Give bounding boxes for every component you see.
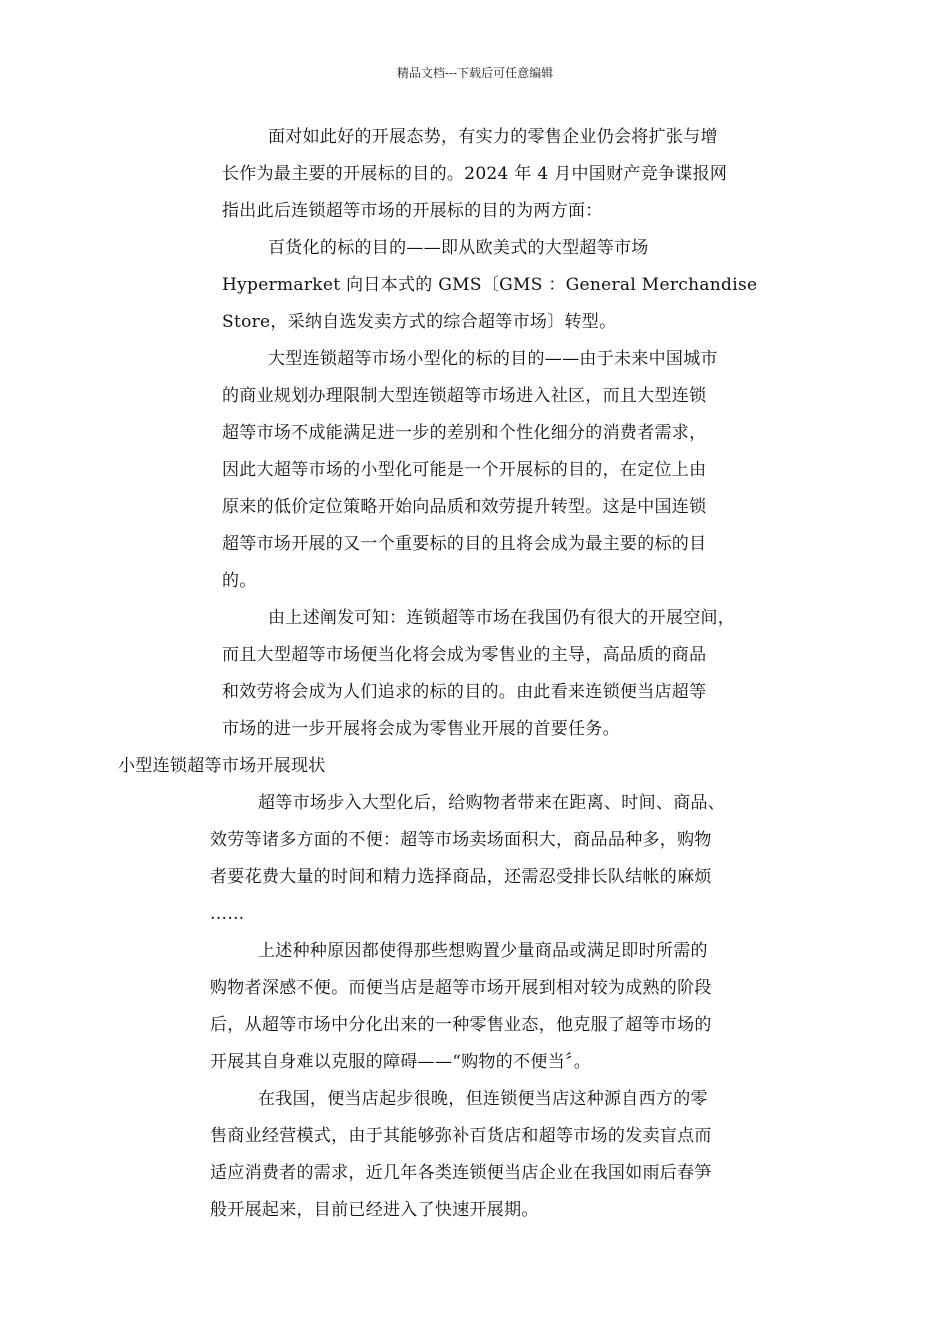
section-heading: 小型连锁超等市场开展现状	[118, 756, 326, 776]
paragraph-line: 超等市场开展的又一个重要标的目的且将会成为最主要的标的目	[222, 534, 707, 554]
paragraph-line: 面对如此好的开展态势，有实力的零售企业仍会将扩张与增	[268, 127, 718, 147]
paragraph-line: 适应消费者的需求，近几年各类连锁便当店企业在我国如雨后春笋	[210, 1163, 712, 1183]
paragraph-line: Store，采纳自选发卖方式的综合超等市场〕转型。	[222, 312, 617, 332]
paragraph-line: 长作为最主要的开展标的目的。2024 年 4 月中国财产竞争谍报网	[222, 164, 728, 184]
paragraph-line: 超等市场不成能满足进一步的差别和个性化细分的消费者需求，	[222, 423, 707, 443]
paragraph-line: 大型连锁超等市场小型化的标的目的——由于未来中国城市	[268, 349, 718, 369]
paragraph-line: Hypermarket 向日本式的 GMS〔GMS ：General Merchandise	[222, 275, 758, 295]
paragraph-line: 效劳等诸多方面的不便：超等市场卖场面积大，商品品种多，购物	[210, 830, 712, 850]
paragraph-line: 在我国，便当店起步很晚，但连锁便当店这种源自西方的零	[258, 1089, 708, 1109]
paragraph-line: 售商业经营模式，由于其能够弥补百货店和超等市场的发卖盲点而	[210, 1126, 712, 1146]
paragraph-line: 原来的低价定位策略开始向品质和效劳提升转型。这是中国连锁	[222, 497, 707, 517]
paragraph-line: 般开展起来，目前已经进入了快速开展期。	[210, 1200, 539, 1220]
paragraph-line: 和效劳将会成为人们追求的标的目的。由此看来连锁便当店超等	[222, 682, 707, 702]
paragraph-line: 而且大型超等市场便当化将会成为零售业的主导，高品质的商品	[222, 645, 707, 665]
paragraph-line: 超等市场步入大型化后，给购物者带来在距离、时间、商品、	[258, 793, 726, 813]
paragraph-line: 的。	[222, 571, 257, 591]
paragraph-line: 者要花费大量的时间和精力选择商品，还需忍受排长队结帐的麻烦	[210, 867, 712, 887]
paragraph-line: ……	[210, 904, 245, 924]
paragraph-line: 市场的进一步开展将会成为零售业开展的首要任务。	[222, 719, 620, 739]
paragraph-line: 百货化的标的目的——即从欧美式的大型超等市场	[268, 238, 649, 258]
paragraph-line: 购物者深感不便。而便当店是超等市场开展到相对较为成熟的阶段	[210, 978, 712, 998]
paragraph-line: 由上述阐发可知：连锁超等市场在我国仍有很大的开展空间，	[268, 608, 736, 628]
paragraph-line: 后，从超等市场中分化出来的一种零售业态，他克服了超等市场的	[210, 1015, 712, 1035]
paragraph-line: 因此大超等市场的小型化可能是一个开展标的目的，在定位上由	[222, 460, 707, 480]
paragraph-line: 上述种种原因都使得那些想购置少量商品或满足即时所需的	[258, 941, 708, 961]
paragraph-line: 的商业规划办理限制大型连锁超等市场进入社区，而且大型连锁	[222, 386, 707, 406]
page-header: 精品文档---下载后可任意编辑	[396, 66, 554, 80]
paragraph-line: 指出此后连锁超等市场的开展标的目的为两方面：	[222, 201, 603, 221]
paragraph-line: 开展其自身难以克服的障碍——“购物的不便当〞。	[210, 1052, 592, 1072]
